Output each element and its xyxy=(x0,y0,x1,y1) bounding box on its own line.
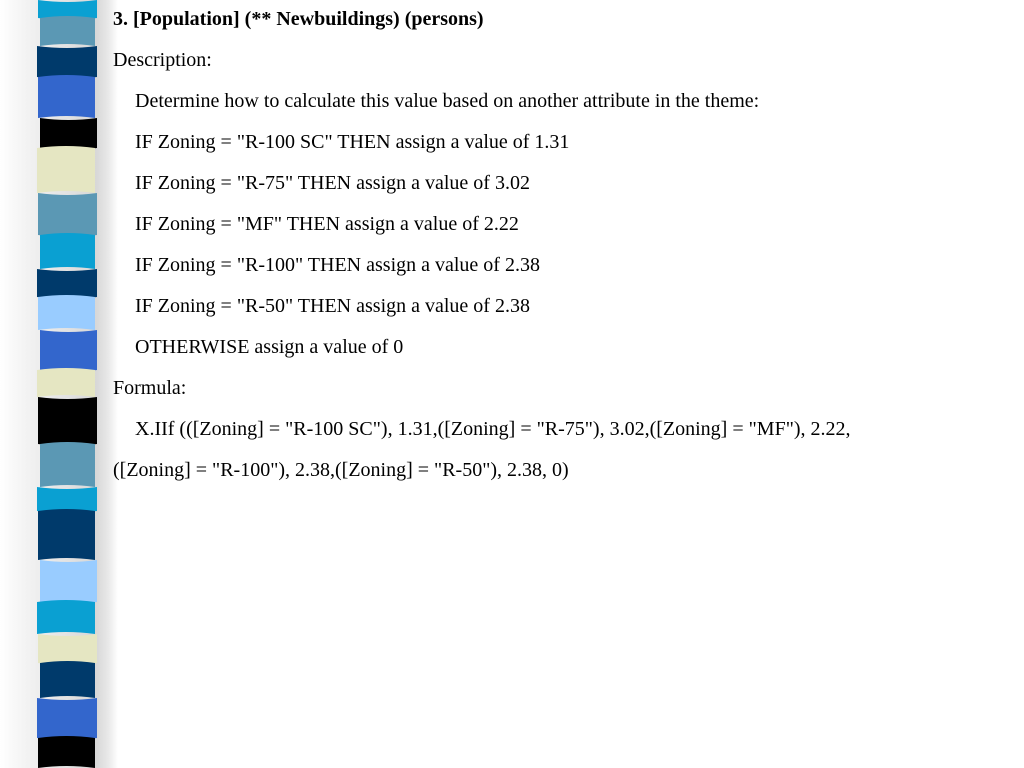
stripe-segment xyxy=(37,600,95,634)
stripe-segment xyxy=(40,442,95,487)
stripe-decoration xyxy=(0,0,118,768)
description-label: Description: xyxy=(113,49,212,71)
stripe-segment xyxy=(40,560,97,604)
rule-line-5: IF Zoning = "R-50" THEN assign a value of 2.38 xyxy=(135,295,530,317)
formula-line-1: X.IIf (([Zoning] = "R-100 SC"), 1.31,([Zoning] = "R-75"), 3.02,([Zoning] = "MF"), 2.22, xyxy=(135,418,851,440)
stripe-segment xyxy=(37,368,95,397)
stripe-segment xyxy=(38,193,97,237)
slide-title: 3. [Population] (** Newbuildings) (persons) xyxy=(113,8,484,30)
stripe-segment xyxy=(40,16,95,46)
stripe-segment xyxy=(37,146,95,193)
stripe-segment xyxy=(38,75,95,118)
formula-line-2: ([Zoning] = "R-100"), 2.38,([Zoning] = "R-50"), 2.38, 0) xyxy=(113,459,569,481)
stripe-segment xyxy=(37,698,97,740)
stripe-segment xyxy=(40,233,95,269)
rule-line-3: IF Zoning = "MF" THEN assign a value of 2.22 xyxy=(135,213,519,235)
stripe-segment xyxy=(38,397,97,446)
stripe-segment xyxy=(38,509,95,560)
formula-label: Formula: xyxy=(113,377,187,399)
stripe-segment xyxy=(40,661,95,698)
stripe-segment xyxy=(37,46,97,79)
stripe-segment xyxy=(38,634,97,665)
description-intro: Determine how to calculate this value based on another attribute in the theme: xyxy=(135,90,760,112)
stripe-segment xyxy=(40,330,97,372)
stripe-svg xyxy=(0,0,118,768)
stripe-segment xyxy=(37,269,97,299)
rule-line-2: IF Zoning = "R-75" THEN assign a value of 3.02 xyxy=(135,172,530,194)
stripe-segment xyxy=(38,295,95,330)
stripe-segment xyxy=(38,736,95,768)
otherwise-rule: OTHERWISE assign a value of 0 xyxy=(135,336,404,358)
rule-line-4: IF Zoning = "R-100" THEN assign a value of 2.38 xyxy=(135,254,540,276)
rule-line-1: IF Zoning = "R-100 SC" THEN assign a value of 1.31 xyxy=(135,131,570,153)
stripe-segment xyxy=(40,118,97,150)
